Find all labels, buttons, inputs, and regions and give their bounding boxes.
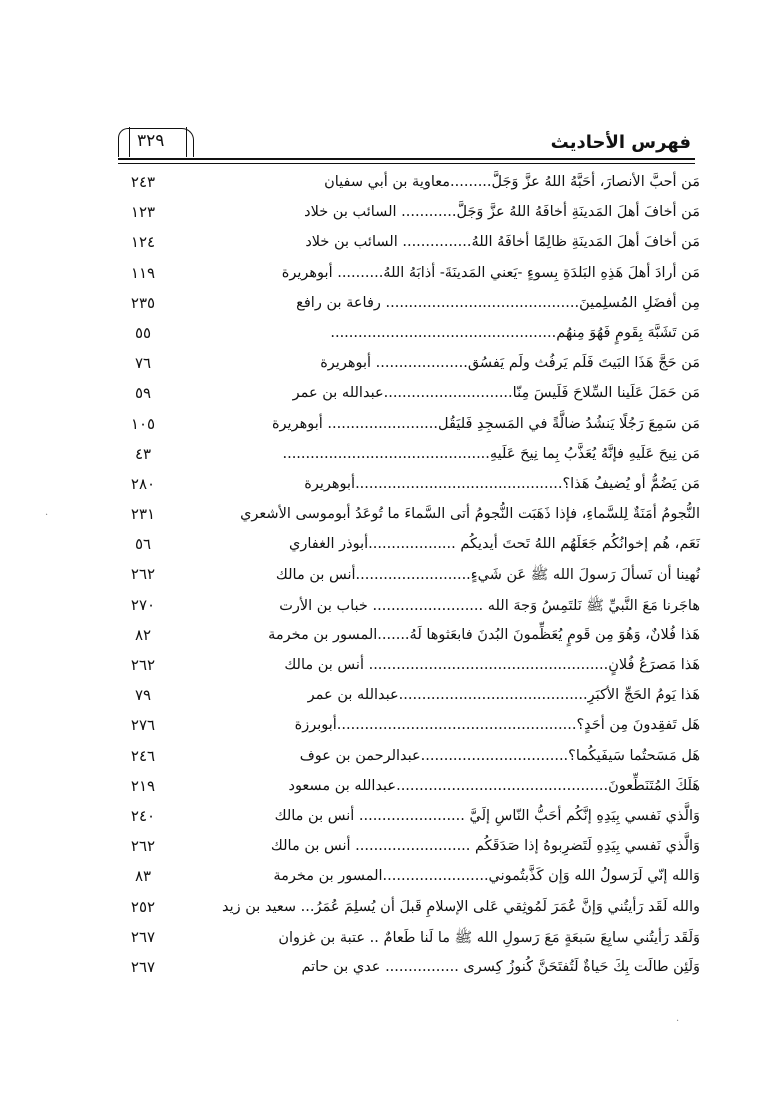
hadith-index-list [120, 170, 700, 985]
entry-page-number: ٨٣ [134, 867, 152, 886]
entry-page-number: ٢٣٥ [130, 293, 156, 312]
entry-text: هَذا مَصرَعُ فُلانٍ.................................................... أنس بن مالك [284, 657, 700, 673]
page-number: ٣٢٩ [137, 131, 165, 151]
header-rule-thin [118, 163, 695, 164]
entry-page-number: ٢٦٧ [130, 927, 156, 946]
header-rule [118, 158, 695, 160]
entry-page-number: ٢٥٢ [130, 897, 156, 916]
index-entry [120, 955, 700, 985]
entry-text: مَن نِيحَ عَلَيهِ فإنَّهُ يُعَذَّبُ بِما نِيحَ عَلَيهِ............................................. [282, 445, 700, 462]
entry-page-number: ٥٩ [134, 384, 152, 403]
entry-page-number: ١١٩ [130, 263, 156, 282]
running-title: فهرس الأحاديث [550, 132, 691, 153]
entry-page-number: ٤٣ [134, 444, 152, 463]
entry-text: مَن أحبَّ الأنصارَ، أحَبَّهُ اللهُ عزَّ وَجَلَّ.........معاوية بن أبي سفيان [324, 174, 700, 190]
margin-dot: · [676, 1016, 680, 1027]
entry-text: وَالَّذي نَفسي بِيَدِهِ إنَّكُم أحَبُّ النّاسِ إلَيَّ ....................... أنس بن مالك [274, 807, 700, 824]
entry-text: مَن سَمِعَ رَجُلًا يَنشُدُ ضالَّةً في المَسجِدِ فَليَقُل........................ أبوهريرة [271, 415, 700, 432]
index-entry [120, 351, 700, 381]
index-entry [120, 381, 700, 411]
entry-page-number: ٢٤٠ [130, 806, 156, 825]
entry-text: مَن أخافَ أهلَ المَدينَةِ ظالِمًا أخافَهُ اللهُ............... السائب بن خلاد [305, 234, 700, 251]
entry-text: هَل مَسَحتُما سَيفَيكُما؟................................عبدالرحمن بن عوف [299, 747, 700, 764]
page-header [118, 128, 695, 160]
entry-page-number: ٢٤٣ [130, 173, 156, 191]
entry-text: مَن تَشَبَّهَ بِقَومٍ فَهُوَ مِنهُم................................................. [330, 324, 700, 341]
index-entry [120, 291, 700, 321]
entry-text: وَلَقَد رَأيتُني سابِعَ سَبعَةٍ مَعَ رَسولِ الله ﷺ ما لَنا طَعامٌ .. عتبة بن غزوان [278, 929, 700, 946]
entry-text: هاجَرنا مَعَ النَّبيِّ ﷺ نَلتَمِسُ وَجهَ الله ........................ خباب بن الأرت [279, 597, 700, 614]
entry-page-number: ٢٣١ [130, 505, 156, 524]
index-entry [120, 472, 700, 502]
entry-page-number: ٢٨٠ [130, 474, 156, 493]
entry-text: هَذا يَومُ الحَجِّ الأكبَرِ.........................................عبدالله بن عمر [307, 687, 700, 704]
page-number-frame [118, 128, 194, 157]
entry-text: هَل تَفقِدونَ مِن أحَدٍ؟....................................................أبوبرزة [294, 717, 700, 734]
index-entry [120, 804, 700, 834]
index-entry [120, 442, 700, 472]
index-entry [120, 200, 700, 230]
entry-page-number: ٢٧٠ [130, 595, 156, 614]
entry-text: مَن يَضُمُّ أو يُضيفُ هَذا؟.............................................أبوهريرة [304, 475, 700, 492]
entry-page-number: ٢٦٢ [130, 565, 156, 584]
index-entry [120, 230, 700, 260]
index-entry [120, 321, 700, 351]
entry-page-number: ٢١٩ [130, 776, 156, 795]
entry-text: وَالَّذي نَفسي بِيَدِهِ لَتَضرِبوهُ إذا صَدَقَكُم ......................... أنس بن مالك [270, 838, 700, 855]
index-entry [120, 834, 700, 864]
index-entry [120, 683, 700, 713]
index-entry [120, 170, 700, 200]
entry-text: وَالله إنّي لَرَسولُ الله وَإن كَذَّبتُموني.......................المسور بن مخرمة [273, 868, 700, 885]
entry-page-number: ١٠٥ [130, 414, 156, 433]
entry-page-number: ٨٢ [134, 625, 152, 644]
entry-page-number: ٢٦٧ [130, 957, 156, 976]
entry-text: والله لَقَد رَأيتُني وَإنَّ عُمَرَ لَمُوثِقي عَلى الإسلامِ قَبلَ أن يُسلِمَ عُمَرُ... سعيد بن زيد [222, 898, 700, 915]
entry-page-number: ٥٦ [134, 535, 152, 554]
entry-text: هَلَكَ المُتَنَطِّعونَ..............................................عبدالله بن مسعود [288, 777, 700, 794]
index-entry [120, 895, 700, 925]
index-entry [120, 623, 700, 653]
index-entry [120, 593, 700, 623]
index-entry [120, 774, 700, 804]
entry-text: مِن أفضَلِ المُسلِمينَ.......................................... رفاعة بن رافع [296, 294, 700, 311]
entry-page-number: ٢٧٦ [130, 716, 156, 735]
index-entry [120, 925, 700, 955]
entry-text: هَذا فُلانٌ، وَهُوَ مِن قَومٍ يُعَظِّمونَ البُدنَ فابعَثوها لَهُ.......المسور بن مخرمة [268, 626, 700, 643]
entry-page-number: ٢٦٢ [130, 656, 156, 674]
entry-page-number: ١٢٣ [130, 203, 156, 222]
index-entry [120, 532, 700, 562]
entry-text: مَن حَجَّ هَذَا البَيتَ فَلَم يَرفُث ولَم يَفسُق.................... أبوهريرة [320, 355, 700, 372]
entry-text: مَن أخافَ أهلَ المَدينَةِ أخافَهُ اللهُ عزَّ وَجَلَّ............ السائب بن خلاد [304, 204, 700, 221]
entry-text: مَن أرادَ أهلَ هَذِهِ البَلدَةِ بِسوءٍ -يَعني المَدينَةَ- أذابَهُ اللهُ.......... أبوهريرة [281, 264, 700, 281]
margin-dot: · [45, 510, 49, 521]
entry-page-number: ٧٩ [134, 686, 152, 705]
index-entry [120, 562, 700, 592]
index-entry [120, 502, 700, 532]
entry-page-number: ٢٦٢ [130, 837, 156, 856]
entry-page-number: ٥٥ [134, 323, 152, 342]
index-entry [120, 744, 700, 774]
entry-page-number: ٢٤٦ [130, 746, 156, 765]
index-entry [120, 713, 700, 743]
index-entry [120, 864, 700, 894]
index-entry [120, 653, 700, 683]
index-entry [120, 412, 700, 442]
entry-page-number: ٧٦ [134, 354, 152, 373]
entry-text: نَعَم، هُم إخوانُكُم جَعَلَهُم اللهُ تَحتَ أيديكُم ...................أبوذر الغفاري [289, 536, 700, 553]
entry-text: النُّجومُ أمَنَةٌ لِلسَّماءِ، فإذا ذَهَبَت النُّجومُ أتى السَّماءَ ما تُوعَدُ أبوموسى الأشعري [240, 506, 700, 523]
entry-text: نُهينا أن نَسألَ رَسولَ الله ﷺ عَن شَيءٍ.........................أنس بن مالك [275, 567, 700, 584]
entry-text: وَلَئِن طالَت بِكَ حَياةٌ لَتُفتَحَنَّ كُنوزُ كِسرى ................ عدي بن حاتم [301, 958, 700, 975]
entry-text: مَن حَمَلَ عَلَينا السِّلاحَ فَلَيسَ مِنّا............................عبدالله بن عمر [292, 385, 700, 402]
index-entry [120, 261, 700, 291]
entry-page-number: ١٢٤ [130, 233, 156, 252]
